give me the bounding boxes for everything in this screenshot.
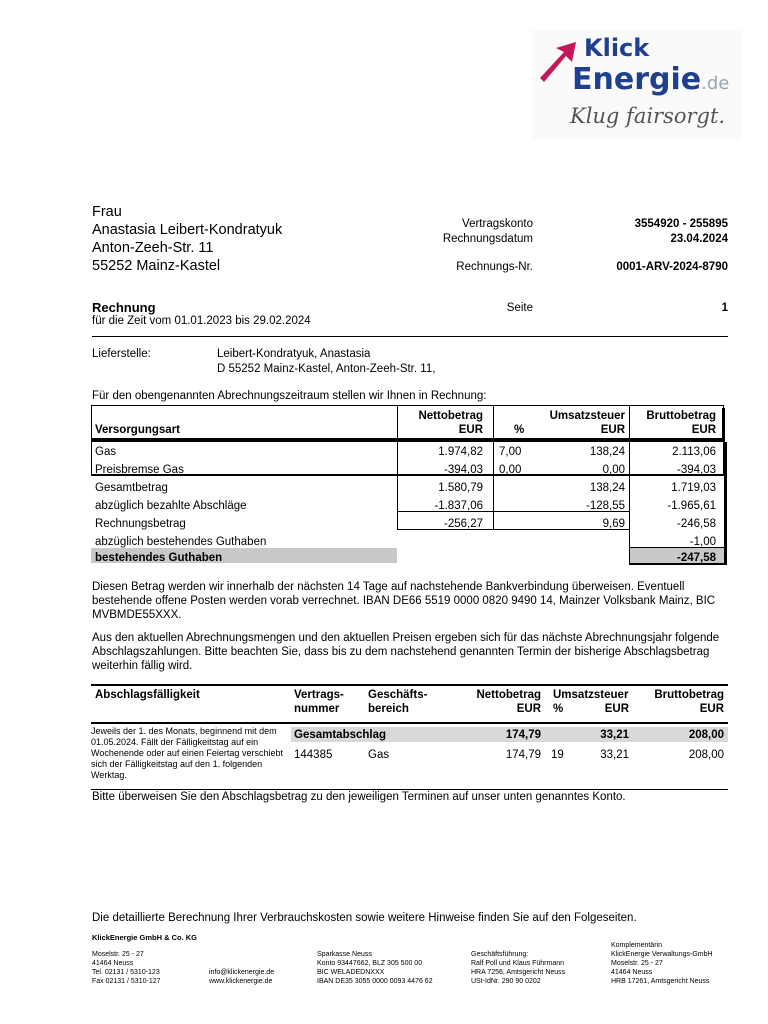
th-tax-unit: EUR xyxy=(600,424,625,436)
invoice-period: für die Zeit vom 01.01.2023 bis 29.02.2024 xyxy=(92,315,311,327)
installment-net: 174,79 xyxy=(505,749,541,761)
footer-line: USt-IdNr. 290 90 0202 xyxy=(471,978,541,985)
footer-partner xyxy=(611,941,713,986)
billing-row-gross: -1.965,61 xyxy=(667,500,716,512)
due-text: Jeweils der 1. des Monats, beginnend mit dem 01.05.2024. Fällt der Fälligkeitstag auf ein Wochenende oder auf einen Feiertag verschiebt sich der Fälligkeitstag auf den 1. folgenden Werktag. xyxy=(91,726,283,780)
th-area-2: bereich xyxy=(368,703,409,715)
number-value: 0001-ARV-2024-8790 xyxy=(616,261,728,273)
recipient-salutation: Frau xyxy=(92,204,122,220)
footer-line: HRB 17261, Amtsgericht Neuss xyxy=(611,978,710,985)
billing-row-gross: 2.113,06 xyxy=(672,446,716,458)
th-gross: Bruttobetrag xyxy=(654,689,724,701)
footer-line: Tel. 02131 / 5310-123 xyxy=(92,969,160,976)
billing-row-label: bestehendes Guthaben xyxy=(95,552,223,564)
total-installment-label: Gesamtabschlag xyxy=(294,729,387,741)
footer-line: Fax 02131 / 5310-127 xyxy=(92,978,161,985)
footer-line: IBAN DE35 3055 0000 0093 4476 62 xyxy=(317,978,433,985)
th-contract-2: nummer xyxy=(294,703,340,715)
billing-row-label: Gesamtbetrag xyxy=(95,482,168,494)
col-divider xyxy=(493,475,494,529)
billing-row-net: -1.837,06 xyxy=(434,500,483,512)
page-label: Seite xyxy=(506,302,533,314)
billing-row-gross: -246,58 xyxy=(676,518,716,530)
footer-line: Sparkasse Neuss xyxy=(317,951,372,958)
th-gross: Bruttobetrag xyxy=(646,410,716,422)
th-net: Nettobetrag xyxy=(476,689,541,701)
delivery-line2: D 55252 Mainz-Kastel, Anton-Zeeh-Str. 11, xyxy=(217,363,436,375)
billing-row-tax: 0,00 xyxy=(602,464,625,476)
footer-line: BIC WELADEDNXXX xyxy=(317,969,385,976)
divider xyxy=(92,336,728,337)
contract-label: Vertragskonto xyxy=(462,218,533,230)
date-value: 23.04.2024 xyxy=(670,233,728,245)
footer-line: KlickEnergie Verwaltungs-GmbH xyxy=(611,951,713,958)
billing-row-net: -394,03 xyxy=(443,464,483,476)
billing-row-tax: 138,24 xyxy=(589,482,625,494)
footer-line: Geschäftsführung: xyxy=(471,951,529,958)
delivery-label: Lieferstelle: xyxy=(92,348,151,360)
footer-contact xyxy=(209,968,274,986)
col-divider xyxy=(493,405,494,439)
billing-row-label: abzüglich bezahlte Abschläge xyxy=(95,500,247,512)
billing-row-tax: 138,24 xyxy=(589,446,625,458)
logo-slogan: Klug fairsorgt. xyxy=(570,104,726,128)
logo-klick: Klick xyxy=(584,34,650,62)
th-tax-unit: EUR xyxy=(604,703,629,715)
billing-row-gross: -1,00 xyxy=(689,536,716,548)
date-label: Rechnungsdatum xyxy=(442,233,533,245)
installment-area: Gas xyxy=(368,749,390,761)
billing-row-pct: 0,00 xyxy=(499,464,522,476)
th-tax: Umsatzsteuer xyxy=(553,689,629,701)
page-value: 1 xyxy=(721,302,728,314)
billing-row-label: abzüglich bestehendes Guthaben xyxy=(95,536,267,548)
footer-line: HRA 7256, Amtsgericht Neuss xyxy=(471,969,566,976)
footer-line: Moselstr. 25 - 27 xyxy=(92,951,144,958)
total-installment-net: 174,79 xyxy=(505,729,541,741)
footer-line: Konto 93447662, BLZ 305 500 00 xyxy=(317,960,423,967)
billing-row-label: Gas xyxy=(95,446,117,458)
th-pct: % xyxy=(514,424,525,436)
billing-row-gross: -247,58 xyxy=(676,552,716,564)
recipient-address xyxy=(92,203,282,275)
billing-row-tax: 9,69 xyxy=(602,518,625,530)
billing-table xyxy=(91,405,728,565)
followup-note: Die detaillierte Berechnung Ihrer Verbrauchskosten sowie weitere Hinweise finden Sie auf den Folgeseiten. xyxy=(92,912,637,924)
th-due: Abschlagsfälligkeit xyxy=(95,689,200,701)
billing-row-net: 1.974,82 xyxy=(438,446,483,458)
logo-energie-word: Energie xyxy=(572,62,702,97)
billing-row-label: Preisbremse Gas xyxy=(95,464,184,476)
footer-line: Ralf Poll und Klaus Führmann xyxy=(471,960,564,967)
contract-value: 3554920 - 255895 xyxy=(634,218,728,230)
installment-pct: 19 xyxy=(551,749,564,761)
payout-paragraph: Diesen Betrag werden wir innerhalb der nächsten 14 Tage auf nachstehende Bankverbindung überweisen. Eventuell bestehende offene Posten werden vorab verrechnet. IBAN DE66 5519 0000 0820 9490 14, Mainzer Volksbank Mainz, BIC MVBMDE55XXX. xyxy=(92,581,716,621)
footer-bank xyxy=(317,950,433,986)
recipient-city: 55252 Mainz-Kastel xyxy=(92,258,221,274)
billing-row-net: 1.580,79 xyxy=(438,482,483,494)
footer-line: Moselstr. 25 - 27 xyxy=(611,960,663,967)
total-installment-gross: 208,00 xyxy=(688,729,724,741)
installment-paragraph: Aus den aktuellen Abrechnungsmengen und den aktuellen Preisen ergeben sich für das nächste Abrechnungsjahr folgende Abschlagszahlungen. Bitte beachten Sie, dass bis zu dem nachstehend genannten Termin der bisherige Abschlagsbetrag weiterhin fällig wird. xyxy=(92,632,720,672)
th-gross-unit: EUR xyxy=(691,424,716,436)
footer-company: KlickEnergie GmbH & Co. KG xyxy=(92,933,198,942)
th-type: Versorgungsart xyxy=(95,424,180,436)
billing-row-label: Rechnungsbetrag xyxy=(95,518,186,530)
th-tax: Umsatzsteuer xyxy=(549,410,625,422)
billing-row-gross: 1.719,03 xyxy=(671,482,716,494)
installment-gross: 208,00 xyxy=(688,749,724,761)
footer-line: 41464 Neuss xyxy=(92,960,134,967)
delivery-line1: Leibert-Kondratyuk, Anastasia xyxy=(217,348,371,360)
footer-management xyxy=(471,950,565,986)
th-net: Nettobetrag xyxy=(418,410,483,422)
installment-contract: 144385 xyxy=(294,749,333,761)
billing-row-gross: -394,03 xyxy=(676,464,716,476)
footer-line: www.klickenergie.de xyxy=(209,978,273,985)
th-net-unit: EUR xyxy=(516,703,541,715)
intro-text: Für den obengenannten Abrechnungszeitraum stellen wir Ihnen in Rechnung: xyxy=(92,390,487,402)
billing-row-tax: -128,55 xyxy=(585,500,625,512)
recipient-street: Anton-Zeeh-Str. 11 xyxy=(92,240,214,256)
th-net-unit: EUR xyxy=(458,424,483,436)
transfer-note: Bitte überweisen Sie den Abschlagsbetrag zu den jeweiligen Terminen auf unser unten genanntes Konto. xyxy=(92,791,626,803)
gross-column-edge xyxy=(724,442,727,565)
invoice-title: Rechnung xyxy=(92,300,156,315)
installment-table xyxy=(91,684,728,790)
logo xyxy=(532,30,742,140)
footer-address xyxy=(92,950,161,986)
footer-line: 41464 Neuss xyxy=(611,969,653,976)
billing-row-pct: 7,00 xyxy=(499,446,522,458)
logo-energie xyxy=(572,62,729,97)
billing-row-net: -256,27 xyxy=(443,518,483,530)
footer-line: Komplementärin xyxy=(611,942,662,949)
number-label: Rechnungs-Nr. xyxy=(456,261,533,273)
row-line xyxy=(91,684,728,686)
total-installment-tax: 33,21 xyxy=(600,729,629,741)
row-line xyxy=(91,722,728,724)
recipient-name: Anastasia Leibert-Kondratyuk xyxy=(92,222,283,238)
th-contract: Vertrags- xyxy=(294,689,344,701)
th-area: Geschäfts- xyxy=(368,689,428,701)
logo-domain: .de xyxy=(701,73,730,94)
th-gross-unit: EUR xyxy=(699,703,724,715)
installment-tax: 33,21 xyxy=(600,749,629,761)
col-divider xyxy=(493,442,494,475)
th-tax-pct: % xyxy=(553,703,564,715)
col-divider xyxy=(629,405,630,439)
footer-line: info@klickenergie.de xyxy=(209,969,275,976)
